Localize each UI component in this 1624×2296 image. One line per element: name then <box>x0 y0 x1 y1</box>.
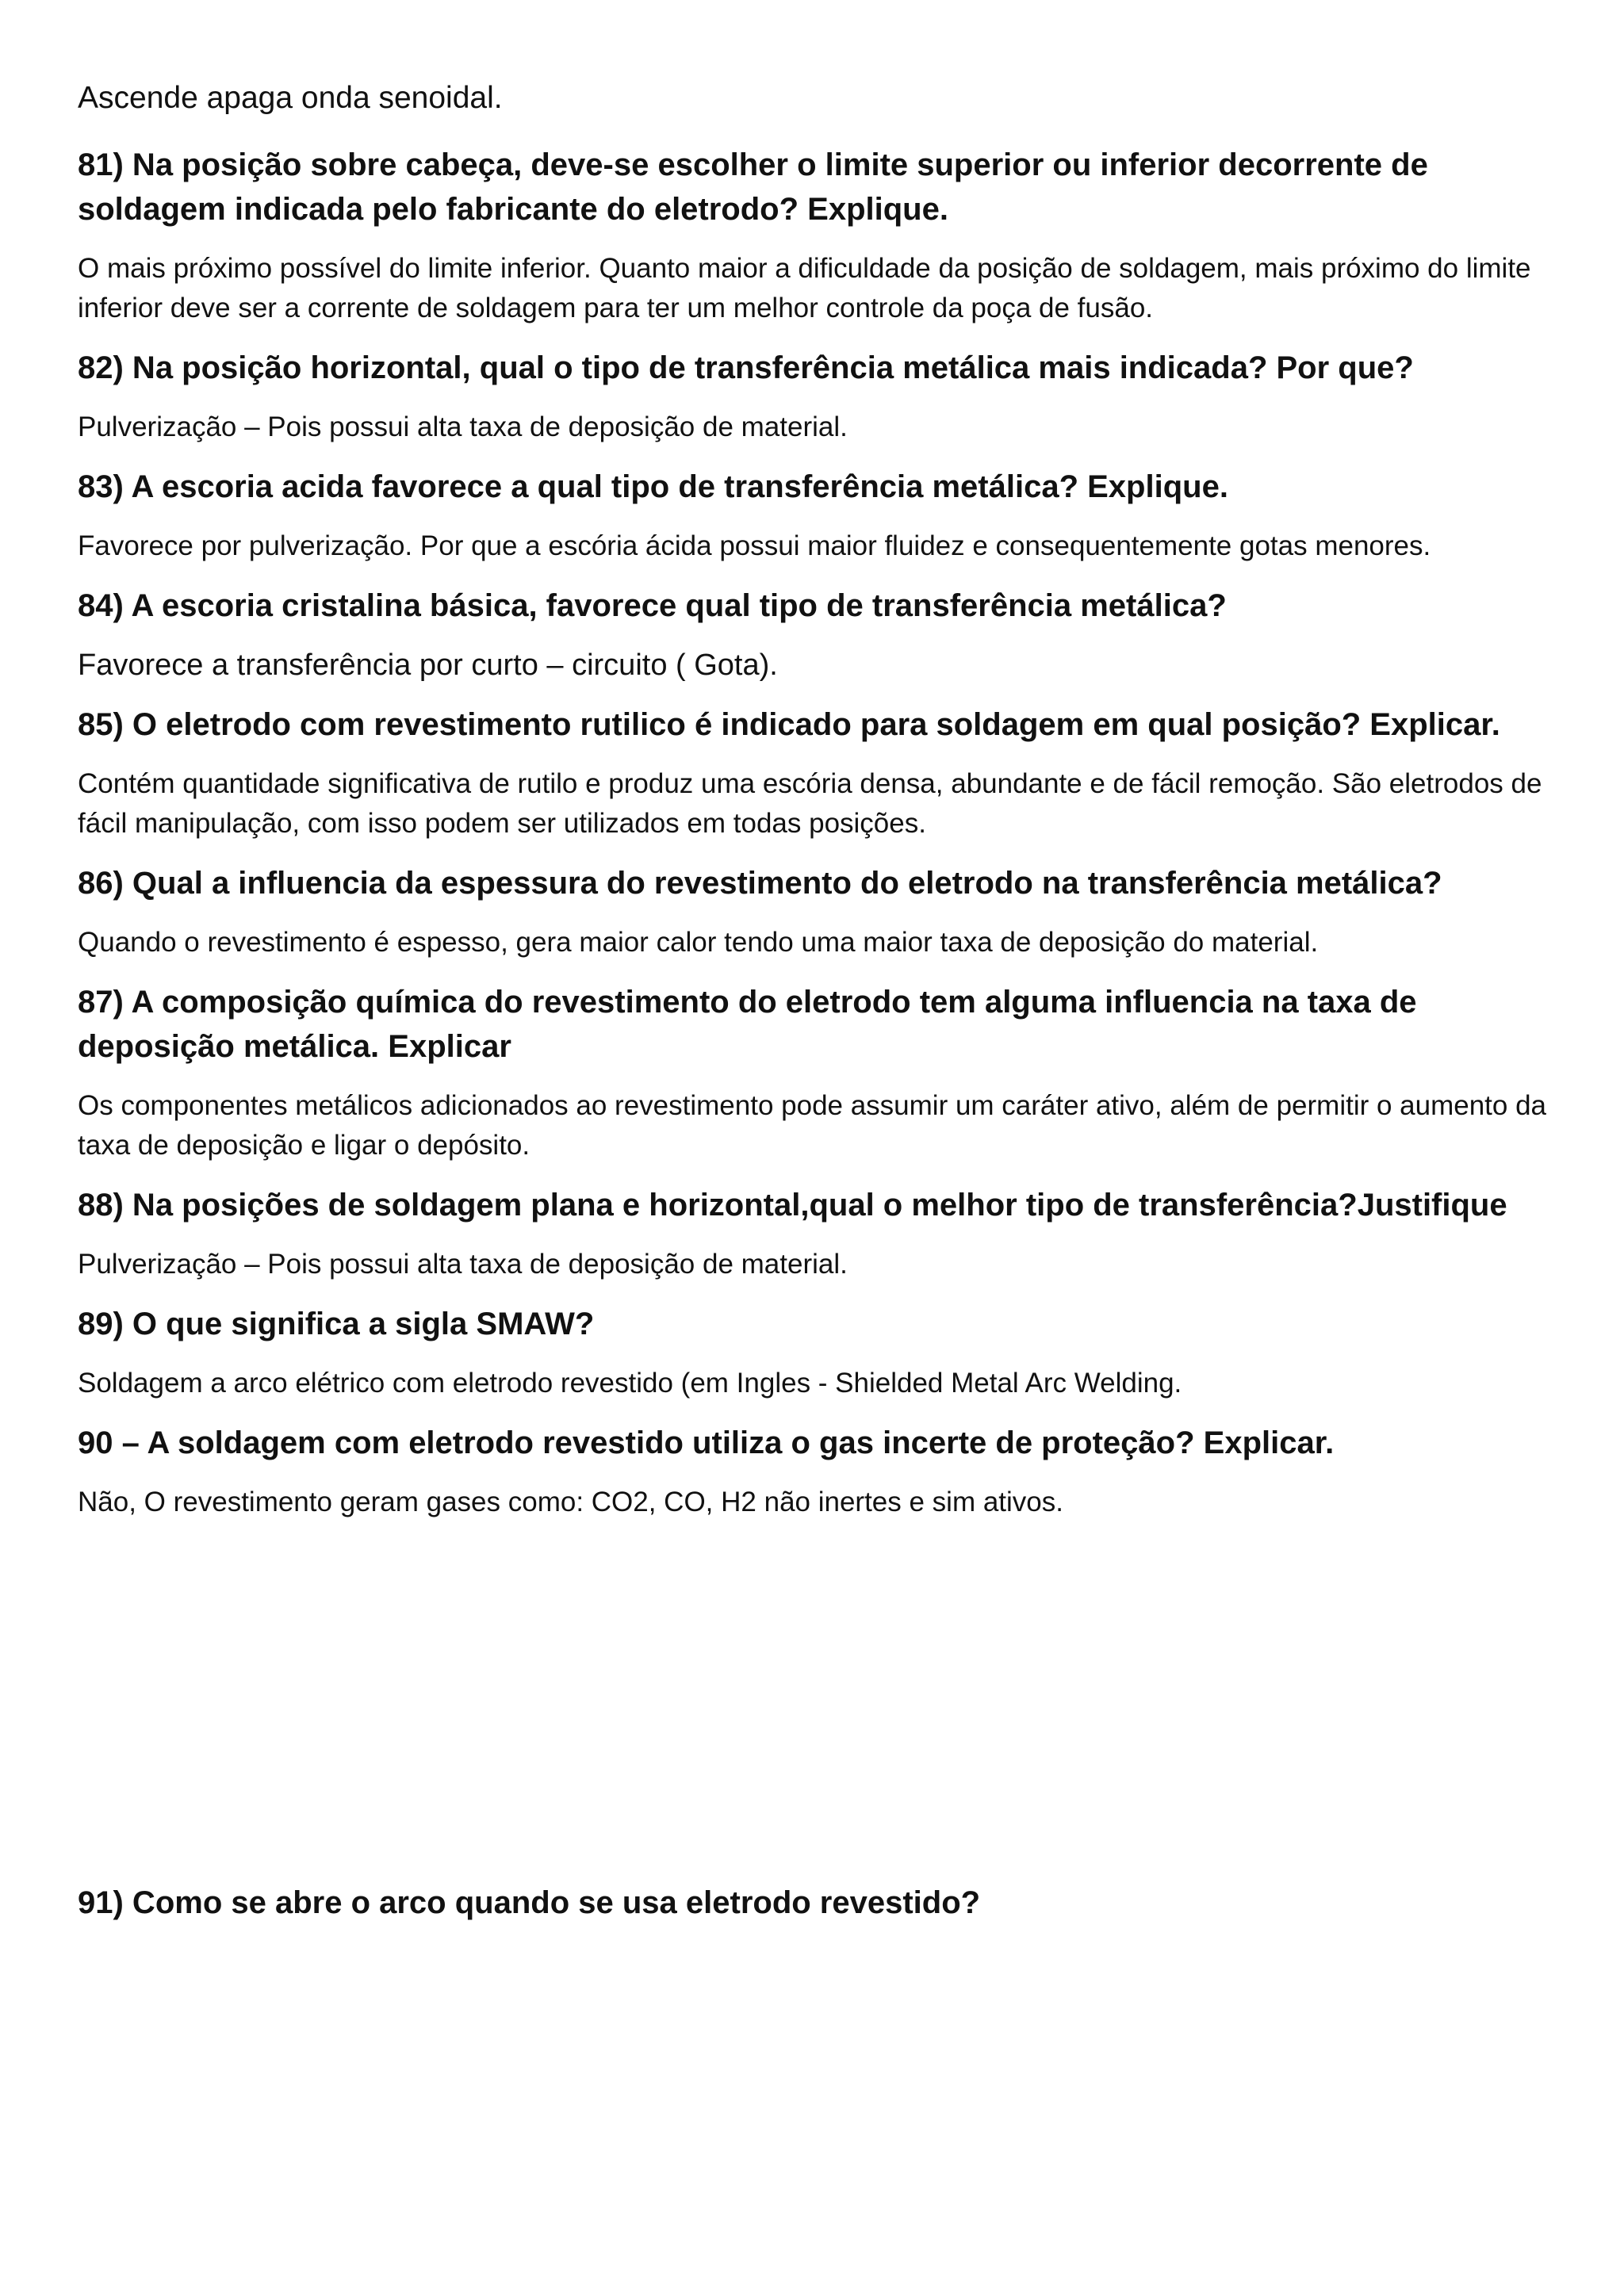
question-81: 81) Na posição sobre cabeça, deve-se escolher o limite superior ou inferior decorrente de soldagem indicada pelo fabricante do eletrodo? Explique. <box>78 147 1428 227</box>
question-83: 83) A escoria acida favorece a qual tipo de transferência metálica? Explique. <box>78 469 1228 504</box>
qa-item-90 <box>78 1421 1553 1522</box>
qa-item-89 <box>78 1302 1553 1403</box>
qa-item-85 <box>78 702 1553 844</box>
answer-84: Favorece a transferência por curto – circuito ( Gota). <box>78 649 778 682</box>
qa-item-83 <box>78 465 1553 566</box>
answer-83: Favorece por pulverização. Por que a escória ácida possui maior fluidez e consequentemente gotas menores. <box>78 530 1431 561</box>
question-88: 88) Na posições de soldagem plana e horizontal,qual o melhor tipo de transferência?Justifique <box>78 1188 1507 1223</box>
answer-89: Soldagem a arco elétrico com eletrodo revestido (em Ingles - Shielded Metal Arc Welding. <box>78 1368 1182 1399</box>
answer-87: Os componentes metálicos adicionados ao revestimento pode assumir um caráter ativo, além de permitir o aumento da taxa de deposição e ligar o depósito. <box>78 1090 1547 1161</box>
qa-item-81 <box>78 143 1553 328</box>
question-86: 86) Qual a influencia da espessura do revestimento do eletrodo na transferência metálica? <box>78 866 1442 901</box>
qa-item-87 <box>78 980 1553 1165</box>
answer-82: Pulverização – Pois possui alta taxa de deposição de material. <box>78 411 848 442</box>
question-84: 84) A escoria cristalina básica, favorece qual tipo de transferência metálica? <box>78 588 1227 623</box>
question-89: 89) O que significa a sigla SMAW? <box>78 1307 595 1341</box>
answer-86: Quando o revestimento é espesso, gera maior calor tendo uma maior taxa de deposição do material. <box>78 927 1319 958</box>
answer-85: Contém quantidade significativa de rutilo e produz uma escória densa, abundante e de fácil remoção. São eletrodos de fácil manipulação, com isso podem ser utilizados em todas posições. <box>78 768 1542 839</box>
question-85: 85) O eletrodo com revestimento rutilico é indicado para soldagem em qual posição? Explicar. <box>78 707 1500 742</box>
question-82: 82) Na posição horizontal, qual o tipo de transferência metálica mais indicada? Por que? <box>78 350 1414 385</box>
qa-item-86 <box>78 861 1553 962</box>
question-87: 87) A composição química do revestimento do eletrodo tem alguma influencia na taxa de deposição metálica. Explicar <box>78 985 1417 1064</box>
answer-81: O mais próximo possível do limite inferior. Quanto maior a dificuldade da posição de soldagem, mais próximo do limite inferior deve ser a corrente de soldagem para ter um melhor controle da poça de fusão. <box>78 253 1531 323</box>
answer-88: Pulverização – Pois possui alta taxa de deposição de material. <box>78 1249 848 1280</box>
question-90: 90 – A soldagem com eletrodo revestido utiliza o gas incerte de proteção? Explicar. <box>78 1425 1335 1460</box>
document-page <box>78 79 1553 1942</box>
intro-text: Ascende apaga onda senoidal. <box>78 81 503 115</box>
answer-90: Não, O revestimento geram gases como: CO2, CO, H2 não inertes e sim ativos. <box>78 1487 1063 1517</box>
qa-item-84 <box>78 584 1553 685</box>
blank-space <box>78 1540 1553 1881</box>
qa-item-88 <box>78 1183 1553 1284</box>
qa-item-82 <box>78 346 1553 447</box>
question-91: 91) Como se abre o arco quando se usa eletrodo revestido? <box>78 1885 981 1920</box>
